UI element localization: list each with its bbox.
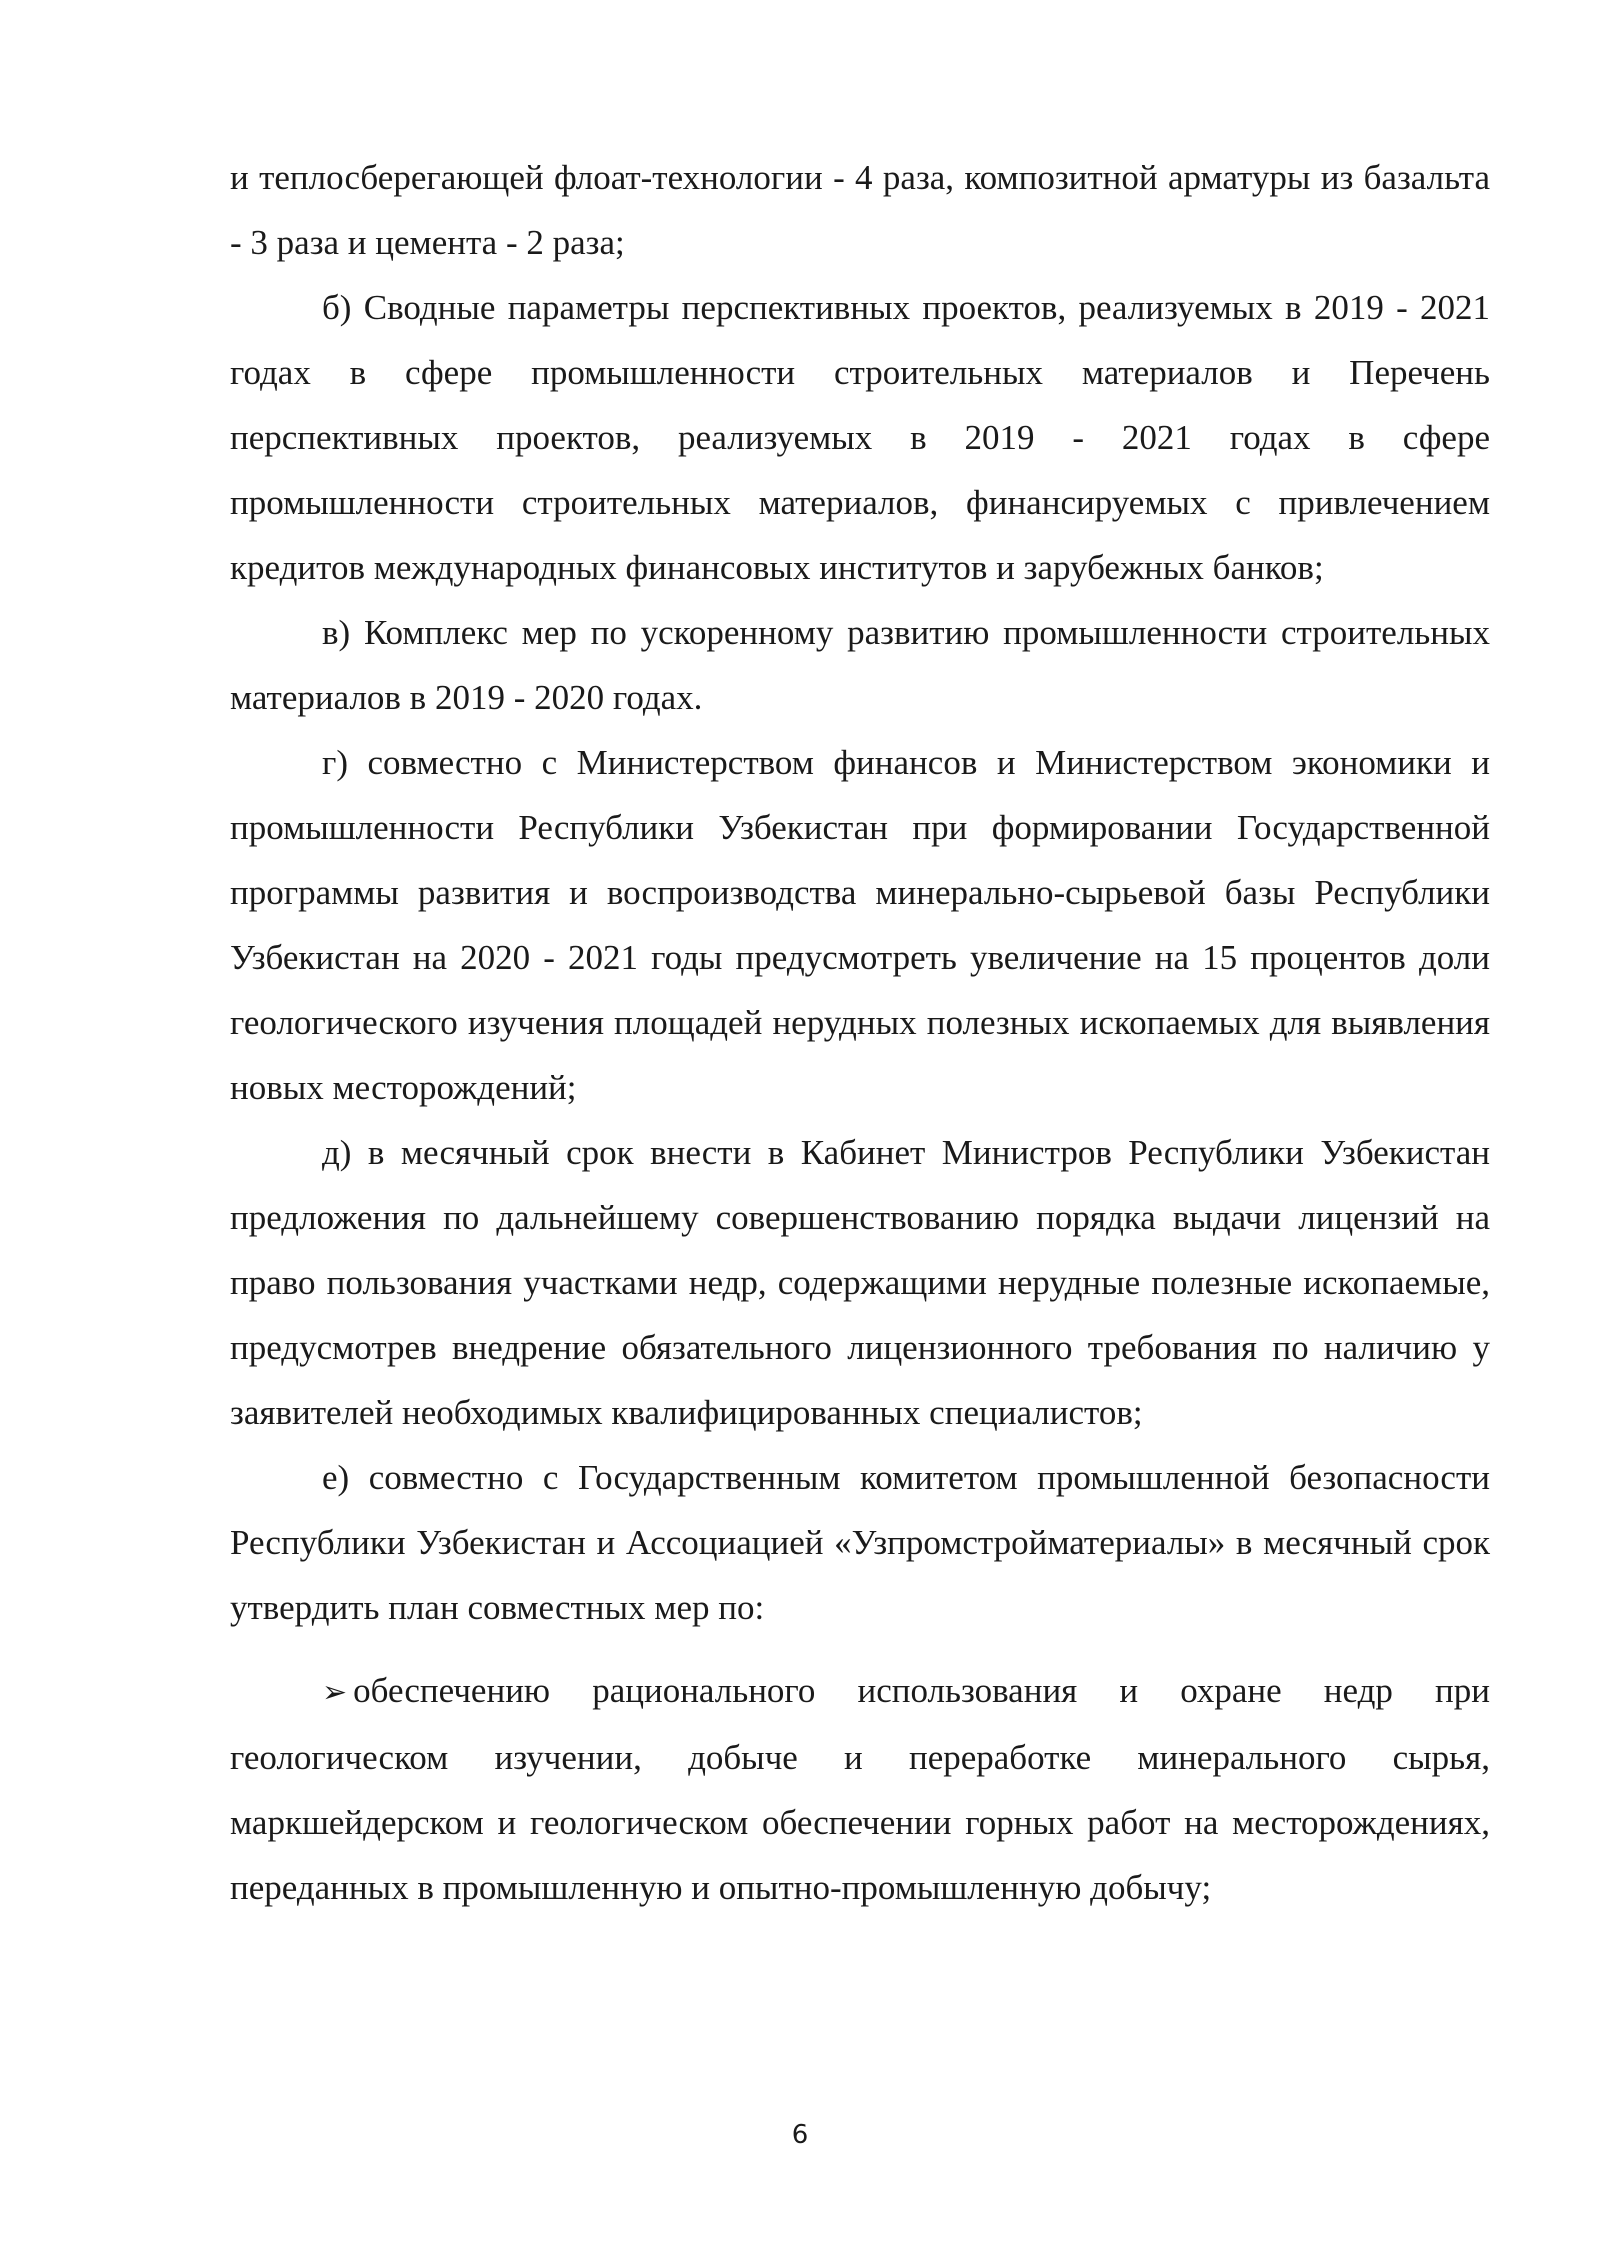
paragraph-g: г) совместно с Министерством финансов и Министерством экономики и промышленности Республики Узбекистан при формировании Государственной программы развития и воспроизводства минерально-сырьевой базы Республики Узбекистан на 2020 - 2021 годы предусмотреть увеличение на 15 процентов доли геологического изучения площадей нерудных полезных ископаемых для выявления новых месторождений;: [230, 743, 1490, 1107]
bullet-item-text: обеспечению рационального использования и охране недр при геологическом изучении, добыче и переработке минерального сырья, маркшейдерском и геологическом обеспечении горных работ на месторождениях, переданных в промышленную и опытно-промышленную добычу;: [230, 1671, 1490, 1907]
page-number: 6: [791, 2120, 809, 2150]
bullet-item: [230, 1658, 1490, 1920]
paragraph-e: е) совместно с Государственным комитетом промышленной безопасности Республики Узбекистан и Ассоциацией «Узпромстройматериалы» в месячный срок утвердить план совместных мер по:: [230, 1458, 1490, 1627]
paragraph-v: в) Комплекс мер по ускоренному развитию промышленности строительных материалов в 2019 - 2020 годах.: [230, 613, 1490, 717]
paragraph-b: б) Сводные параметры перспективных проектов, реализуемых в 2019 - 2021 годах в сфере промышленности строительных материалов и Перечень перспективных проектов, реализуемых в 2019 - 2021 годах в сфере промышленности строительных материалов, финансируемых с привлечением кредитов международных финансовых институтов и зарубежных банков;: [230, 288, 1490, 587]
arrow-bullet-icon: ➢: [322, 1675, 348, 1710]
document-body: [230, 145, 1490, 1920]
paragraph-continuation: и теплосберегающей флоат-технологии - 4 раза, композитной арматуры из базальта - 3 раза и цемента - 2 раза;: [230, 158, 1490, 262]
paragraph-d: д) в месячный срок внести в Кабинет Министров Республики Узбекистан предложения по дальнейшему совершенствованию порядка выдачи лицензий на право пользования участками недр, содержащими нерудные полезные ископаемые, предусмотрев внедрение обязательного лицензионного требования по наличию у заявителей необходимых квалифицированных специалистов;: [230, 1133, 1490, 1432]
